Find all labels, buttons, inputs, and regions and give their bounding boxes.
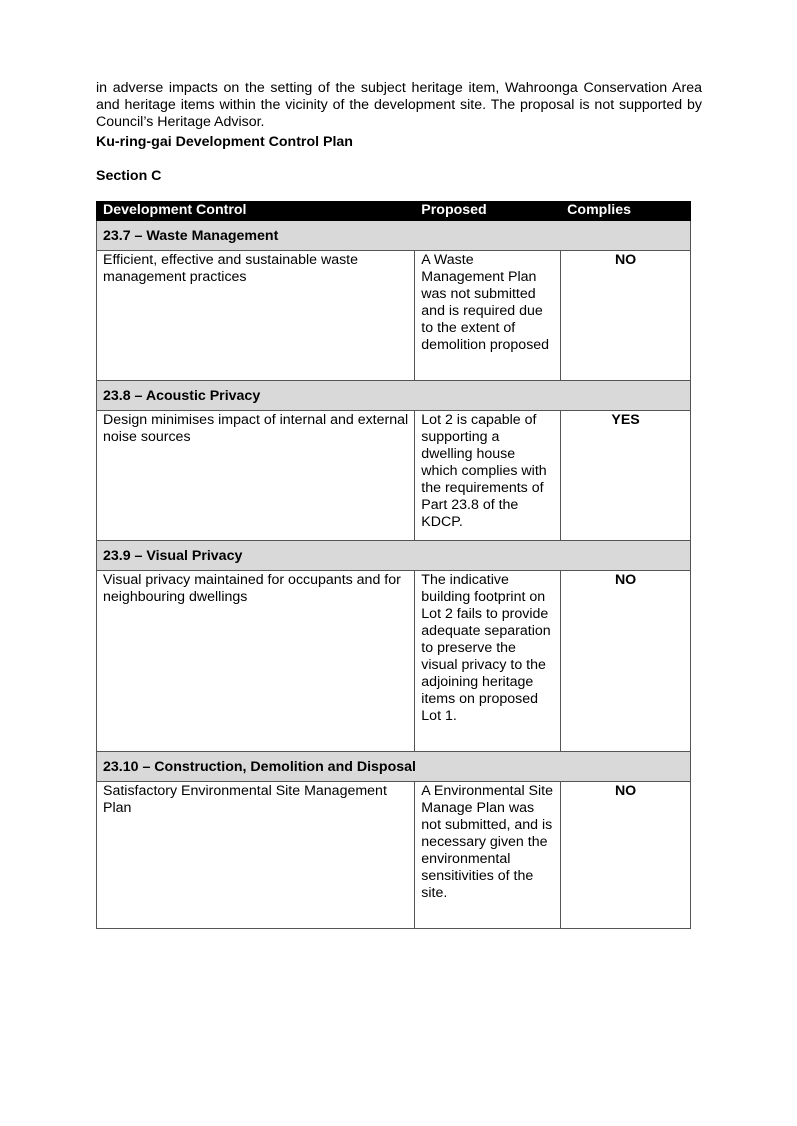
control-cell: Design minimises impact of internal and external noise sources	[97, 411, 415, 541]
proposed-cell: The indicative building footprint on Lot 2 fails to provide adequate separation to preserve the visual privacy to the adjoining heritage items on proposed Lot 1.	[415, 571, 561, 752]
table-row	[97, 251, 691, 381]
section-row-construction-demolition	[97, 752, 691, 782]
section-heading: Section C	[96, 168, 162, 184]
plan-heading: Ku-ring-gai Development Control Plan	[96, 134, 353, 150]
complies-cell: NO	[561, 782, 691, 929]
complies-cell: YES	[561, 411, 691, 541]
header-proposed: Proposed	[415, 202, 561, 221]
intro-paragraph: in adverse impacts on the setting of the subject heritage item, Wahroonga Conservation Area and heritage items within the vicinity of the development site. The proposal is not supported by Council’s Heritage Advisor.	[96, 80, 702, 131]
section-row-visual-privacy	[97, 541, 691, 571]
section-row-waste-management	[97, 221, 691, 251]
section-title: 23.8 – Acoustic Privacy	[97, 381, 691, 411]
section-row-acoustic-privacy	[97, 381, 691, 411]
control-cell: Visual privacy maintained for occupants and for neighbouring dwellings	[97, 571, 415, 752]
section-title: 23.9 – Visual Privacy	[97, 541, 691, 571]
development-control-table	[96, 201, 691, 929]
header-development-control: Development Control	[97, 202, 415, 221]
proposed-cell: A Environmental Site Manage Plan was not submitted, and is necessary given the environmental sensitivities of the site.	[415, 782, 561, 929]
proposed-cell: A Waste Management Plan was not submitted and is required due to the extent of demolition proposed	[415, 251, 561, 381]
complies-cell: NO	[561, 571, 691, 752]
table-row	[97, 411, 691, 541]
section-title: 23.10 – Construction, Demolition and Disposal	[97, 752, 691, 782]
table-row	[97, 782, 691, 929]
table-row	[97, 571, 691, 752]
proposed-cell: Lot 2 is capable of supporting a dwelling house which complies with the requirements of Part 23.8 of the KDCP.	[415, 411, 561, 541]
control-cell: Efficient, effective and sustainable waste management practices	[97, 251, 415, 381]
header-complies: Complies	[561, 202, 691, 221]
control-cell: Satisfactory Environmental Site Management Plan	[97, 782, 415, 929]
complies-cell: NO	[561, 251, 691, 381]
table-header-row	[97, 202, 691, 221]
section-title: 23.7 – Waste Management	[97, 221, 691, 251]
